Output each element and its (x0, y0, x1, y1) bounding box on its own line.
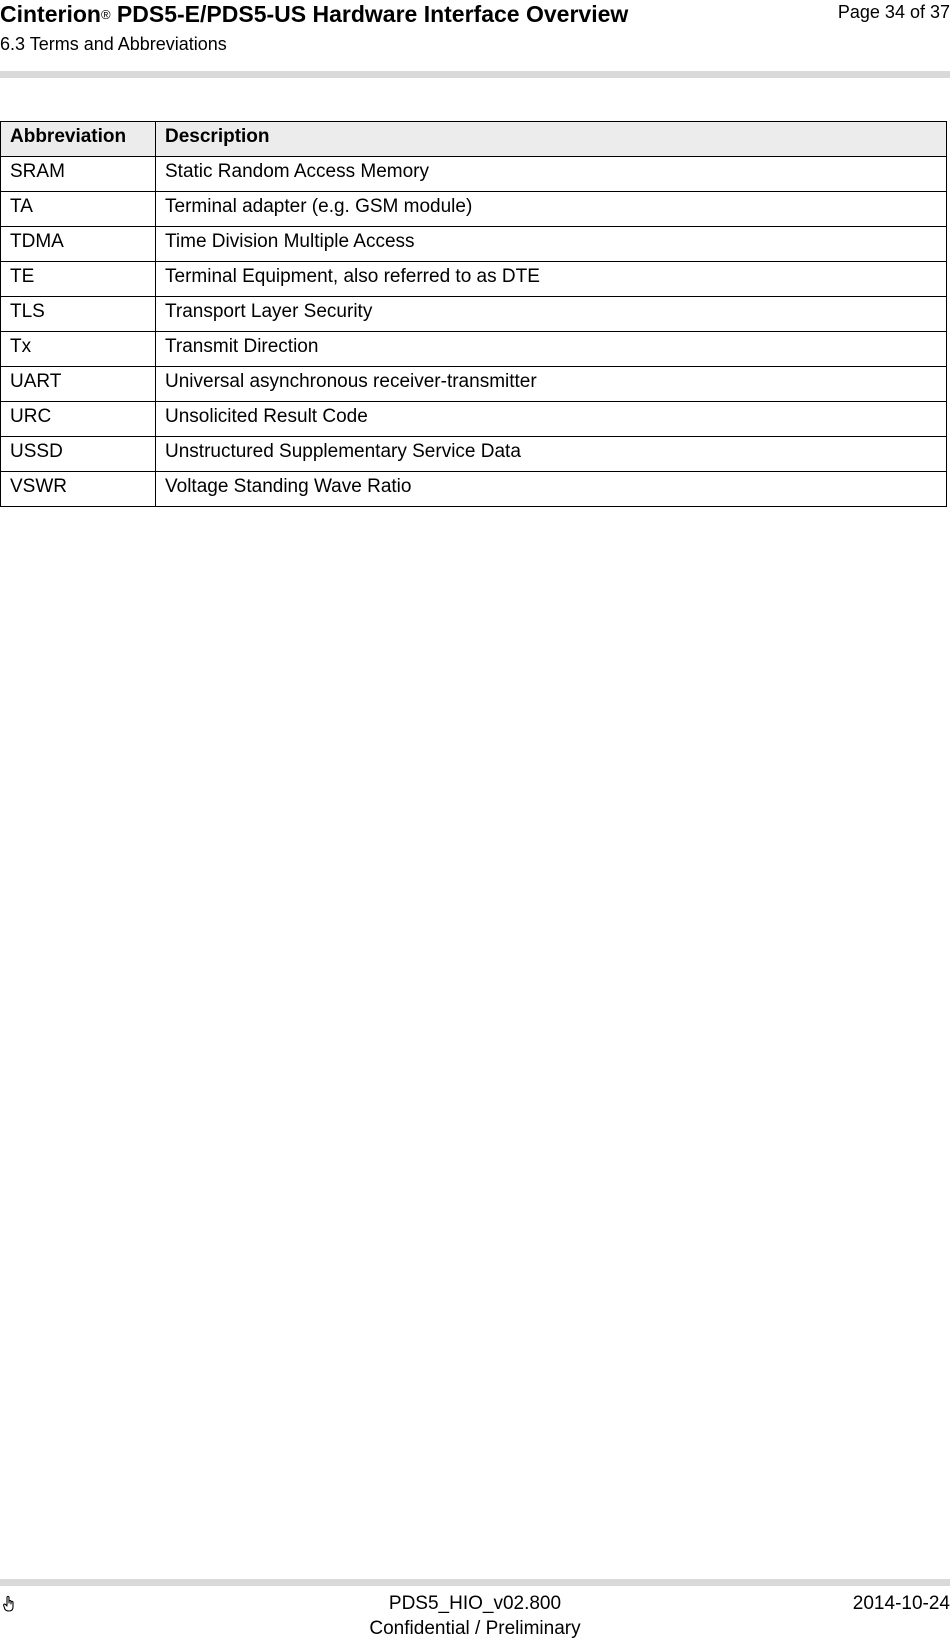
page-header (0, 0, 950, 80)
table-row (1, 472, 947, 507)
abbreviation-cell: UART (1, 367, 156, 402)
description-cell: Unsolicited Result Code (156, 402, 947, 437)
footer-date: 2014-10-24 (852, 1593, 950, 1614)
section-title: 6.3 Terms and Abbreviations (0, 34, 227, 54)
table-row (1, 157, 947, 192)
table-row (1, 402, 947, 437)
table-row (1, 192, 947, 227)
description-cell: Terminal Equipment, also referred to as DTE (156, 262, 947, 297)
header-divider (0, 71, 950, 78)
title-brand: Cinterion (0, 1, 101, 27)
abbreviations-table (0, 121, 947, 507)
description-cell: Time Division Multiple Access (156, 227, 947, 262)
abbreviation-cell: TA (1, 192, 156, 227)
abbreviation-cell: USSD (1, 437, 156, 472)
description-cell: Transmit Direction (156, 332, 947, 367)
abbreviation-cell: Tx (1, 332, 156, 367)
title-rest: PDS5-E/PDS5-US Hardware Interface Overview (110, 1, 629, 27)
description-cell: Unstructured Supplementary Service Data (156, 437, 947, 472)
page-number: Page 34 of 37 (837, 2, 950, 22)
description-cell: Terminal adapter (e.g. GSM module) (156, 192, 947, 227)
column-header-description: Description (156, 122, 947, 157)
abbreviation-cell: VSWR (1, 472, 156, 507)
description-cell: Static Random Access Memory (156, 157, 947, 192)
footer-divider (0, 1579, 950, 1586)
description-cell: Universal asynchronous receiver-transmitter (156, 367, 947, 402)
abbreviation-cell: URC (1, 402, 156, 437)
abbreviation-cell: TE (1, 262, 156, 297)
table-row (1, 437, 947, 472)
column-header-abbreviation: Abbreviation (1, 122, 156, 157)
table-row (1, 367, 947, 402)
abbreviation-cell: SRAM (1, 157, 156, 192)
document-title (0, 0, 628, 28)
footer-confidentiality: Confidential / Preliminary (369, 1618, 581, 1639)
table-row (1, 332, 947, 367)
abbreviation-cell: TLS (1, 297, 156, 332)
abbreviation-cell: TDMA (1, 227, 156, 262)
description-cell: Voltage Standing Wave Ratio (156, 472, 947, 507)
table-header-row (1, 122, 947, 157)
table-row (1, 297, 947, 332)
registered-mark: ® (100, 7, 111, 22)
description-cell: Transport Layer Security (156, 297, 947, 332)
table-row (1, 227, 947, 262)
footer-document-id: PDS5_HIO_v02.800 (388, 1593, 562, 1614)
table-row (1, 262, 947, 297)
